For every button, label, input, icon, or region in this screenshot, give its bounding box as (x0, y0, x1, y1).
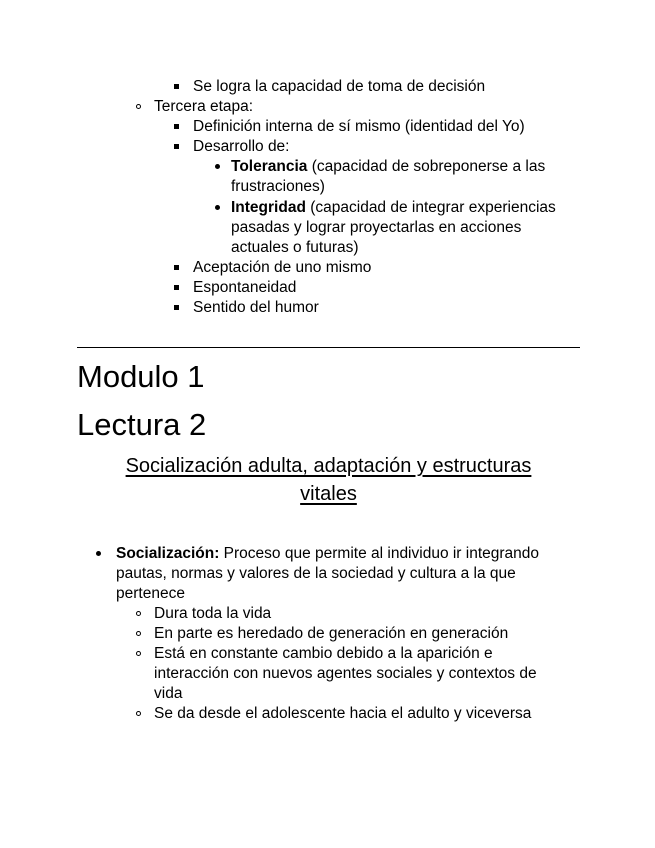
square-bullet-icon (174, 285, 179, 290)
list-item: Aceptación de uno mismo (193, 259, 372, 276)
lecture-heading: Lectura 2 (77, 407, 207, 442)
square-bullet-icon (174, 144, 179, 149)
circle-bullet-icon (136, 651, 141, 656)
square-bullet-icon (174, 124, 179, 129)
list-item-continuation: vida (154, 685, 183, 702)
list-item (231, 198, 556, 218)
list-item-continuation: interacción con nuevos agentes sociales y contextos de (154, 665, 537, 682)
term-bold: Tolerancia (231, 158, 308, 175)
term-bold: Integridad (231, 199, 306, 216)
list-item-continuation: frustraciones) (231, 178, 325, 195)
list-item: Sentido del humor (193, 299, 319, 316)
list-item: Espontaneidad (193, 279, 297, 296)
list-item: Desarrollo de: (193, 138, 290, 155)
module-heading: Modulo 1 (77, 359, 205, 394)
list-item: Está en constante cambio debido a la aparición e (154, 645, 493, 662)
list-item: Se da desde el adolescente hacia el adulto y viceversa (154, 705, 532, 722)
circle-bullet-icon (136, 711, 141, 716)
disc-bullet-icon (96, 551, 101, 556)
definition-item (116, 544, 539, 564)
subtitle-line: Socialización adulta, adaptación y estructuras (125, 455, 532, 477)
list-item (231, 157, 545, 177)
term-description: (capacidad de sobreponerse a las (307, 158, 546, 175)
disc-bullet-icon (215, 164, 220, 169)
list-item-continuation: actuales o futuras) (231, 239, 359, 256)
square-bullet-icon (174, 84, 179, 89)
list-item: Dura toda la vida (154, 605, 272, 622)
definition-continuation: pertenece (116, 585, 185, 602)
list-item: Tercera etapa: (154, 98, 254, 115)
list-item-continuation: pasadas y lograr proyectarlas en acciones (231, 219, 522, 236)
subtitle-line: vitales (300, 483, 357, 505)
definition-text: Proceso que permite al individuo ir integrando (219, 545, 540, 562)
circle-bullet-icon (136, 631, 141, 636)
list-item: Se logra la capacidad de toma de decisión (193, 78, 486, 95)
circle-bullet-icon (136, 611, 141, 616)
horizontal-rule (77, 347, 580, 348)
square-bullet-icon (174, 305, 179, 310)
square-bullet-icon (174, 265, 179, 270)
term-description: (capacidad de integrar experiencias (305, 199, 556, 216)
list-item: En parte es heredado de generación en generación (154, 625, 509, 642)
definition-continuation: pautas, normas y valores de la sociedad y cultura a la que (116, 565, 516, 582)
disc-bullet-icon (215, 205, 220, 210)
list-item: Definición interna de sí mismo (identidad del Yo) (193, 118, 525, 135)
circle-bullet-icon (136, 104, 141, 109)
definition-term: Socialización: (116, 545, 220, 562)
